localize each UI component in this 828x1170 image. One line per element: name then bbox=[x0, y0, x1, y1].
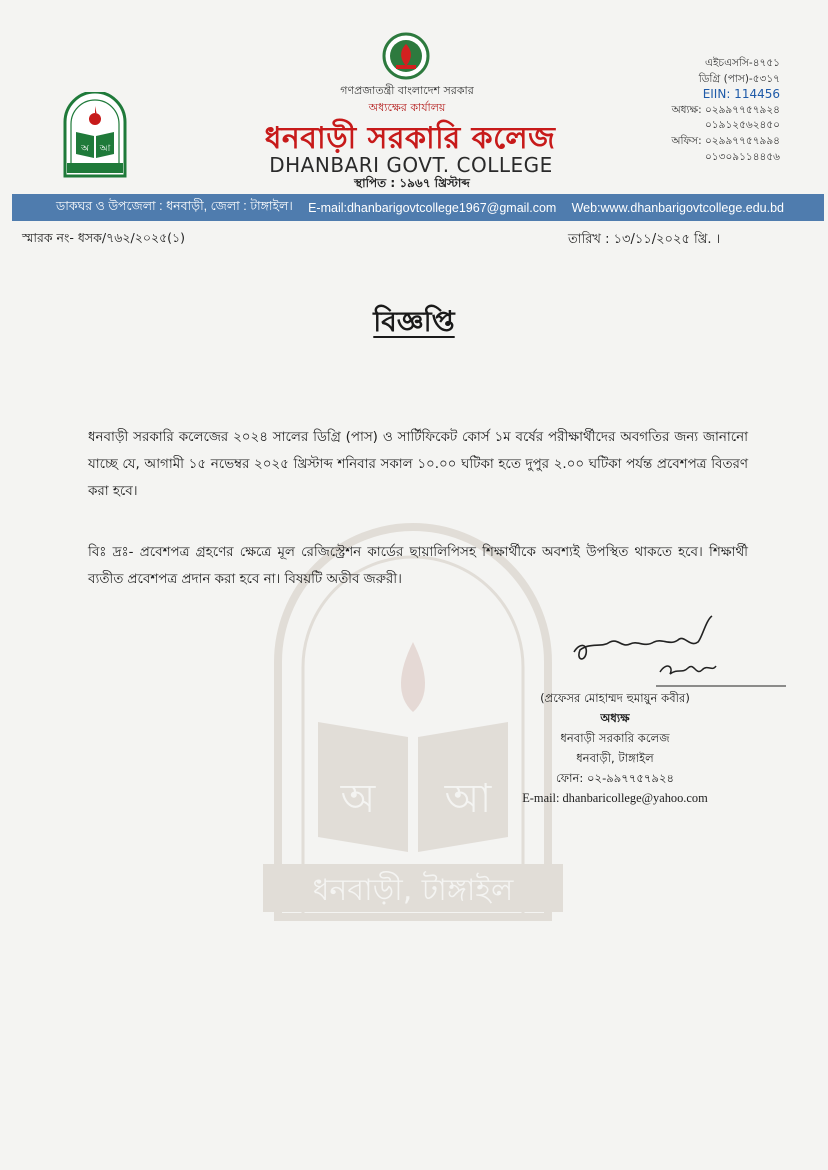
office-line: অধ্যক্ষের কার্যালয় bbox=[368, 101, 446, 114]
signatory-college: ধনবাড়ী সরকারি কলেজ bbox=[560, 731, 670, 745]
memo-date: তারিখ : ১৩/১১/২০২৫ খ্রি. । bbox=[568, 232, 721, 247]
logo-letter-a: অ bbox=[81, 144, 89, 154]
watermark-letter-aa: আ bbox=[444, 776, 492, 822]
office-phone: অফিস: ০২৯৯৭৭৫৭৯৯৪ bbox=[671, 134, 780, 147]
degree-code: ডিগ্রি (পাস)-৫৩১৭ bbox=[698, 72, 780, 85]
established-line: স্থাপিত : ১৯৬৭ খ্রিস্টাব্দ bbox=[354, 176, 470, 190]
contact-band bbox=[12, 194, 824, 221]
signatory-location: ধনবাড়ী, টাঙ্গাইল bbox=[576, 751, 654, 765]
office-mobile: ০১৩০৯১১৪৪৫৬ bbox=[704, 150, 780, 163]
government-emblem bbox=[382, 32, 430, 80]
notice-title: বিজ্ঞপ্তি bbox=[373, 305, 455, 338]
college-name-bangla: ধনবাড়ী সরকারি কলেজ bbox=[264, 121, 556, 156]
web-link[interactable]: Web:www.dhanbarigovtcollege.edu.bd bbox=[571, 200, 784, 215]
signatory-email[interactable]: E-mail: dhanbaricollege@yahoo.com bbox=[522, 791, 708, 805]
college-logo bbox=[62, 92, 128, 178]
watermark-caption: ধনবাড়ী, টাঙ্গাইল bbox=[312, 873, 514, 908]
signatory-name: (প্রফেসর মোহাম্মদ হুমায়ুন কবীর) bbox=[540, 691, 690, 705]
eiin-number: EIIN: 114456 bbox=[702, 87, 780, 102]
right-info-block bbox=[648, 56, 780, 165]
notice-paragraph-2: বিঃ দ্রঃ- প্রবেশপত্র গ্রহণের ক্ষেত্রে মূল রেজিস্ট্রেশন কার্ডের ছায়ালিপিসহ শিক্ষার্থীকে অবশ্যই উপস্থিত থাকতে হবে। শিক্ষার্থী ব্যতীত প্রবেশপত্র প্রদান করা হবে না। বিষয়টি অতীব জরুরী। bbox=[88, 545, 748, 587]
handwritten-signature bbox=[566, 612, 786, 696]
principal-mobile: ০১৯১২৫৬২৪৫০ bbox=[704, 119, 780, 132]
logo-letter-aa: আ bbox=[99, 144, 111, 154]
signatory-designation: অধ্যক্ষ bbox=[600, 711, 630, 725]
memo-number: স্মারক নং- ধসক/৭৬২/২০২৫(১) bbox=[22, 230, 186, 245]
notice-paragraph-1: ধনবাড়ী সরকারি কলেজের ২০২৪ সালের ডিগ্রি (পাস) ও সার্টিফিকেট কোর্স ১ম বর্ষের পরীক্ষার্থীদের অবগতির জন্য জানানো যাচ্ছে যে, আগামী ১৫ নভেম্বর ২০২৫ খ্রিস্টাব্দ শনিবার সকাল ১০.০০ ঘটিকা হতে দুপুর ২.০০ ঘটিকা পর্যন্ত প্রবেশপত্র বিতরণ করা হবে। bbox=[88, 430, 748, 499]
college-name-english: DHANBARI GOVT. COLLEGE bbox=[269, 153, 553, 177]
watermark-letter-a: অ bbox=[340, 776, 376, 822]
signatory-phone: ফোন: ০২-৯৯৭৭৫৭৯২৪ bbox=[555, 771, 675, 785]
hsc-code: এইচএসসি-৪৭৫১ bbox=[704, 57, 780, 69]
address-text: ডাকঘর ও উপজেলা : ধনবাড়ী, জেলা : টাঙ্গাইল। bbox=[56, 198, 293, 213]
email-link[interactable]: E-mail:dhanbarigovtcollege1967@gmail.com bbox=[308, 200, 557, 215]
government-line: গণপ্রজাতন্ত্রী বাংলাদেশ সরকার bbox=[340, 84, 474, 97]
principal-phone: অধ্যক্ষ: ০২৯৯৭৭৫৭৯২৪ bbox=[671, 103, 780, 116]
signatory-block bbox=[470, 688, 760, 808]
